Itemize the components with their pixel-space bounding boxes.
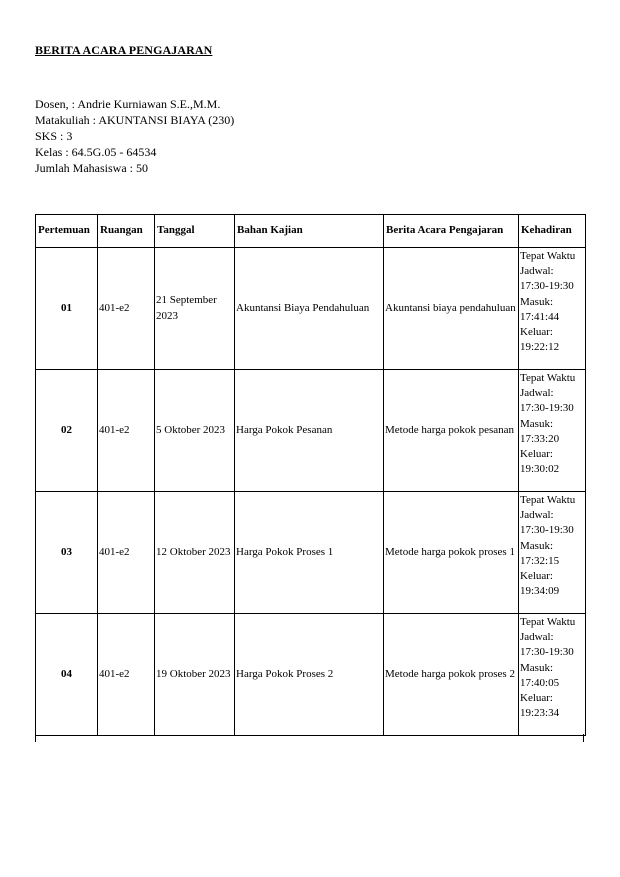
schedule-label: Jadwal:: [520, 509, 554, 522]
check-out-label: Keluar:: [520, 448, 553, 461]
table-row: [36, 614, 586, 736]
cell-kehadiran: [519, 248, 586, 370]
table-continuation-right-line: [583, 734, 584, 742]
cell-berita-acara: Metode harga pokok proses 2: [384, 614, 519, 736]
table-row: [36, 492, 586, 614]
check-out-time: 19:23:34: [520, 707, 560, 720]
check-in-label: Masuk:: [520, 295, 553, 308]
header-berita-acara: Berita Acara Pengajaran: [384, 215, 519, 248]
check-out-time: 19:22:12: [520, 341, 560, 354]
header-tanggal: Tanggal: [155, 215, 235, 248]
attendance-status: Tepat Waktu: [520, 494, 576, 506]
header-kehadiran: Kehadiran: [519, 215, 586, 248]
cell-pertemuan: 02: [36, 370, 98, 492]
check-out-label: Keluar:: [520, 326, 553, 339]
check-in-label: Masuk:: [520, 417, 553, 430]
cell-bahan-kajian: Harga Pokok Proses 1: [235, 492, 384, 614]
course-info: Matakuliah : AKUNTANSI BIAYA (230): [35, 113, 235, 127]
cell-pertemuan: 03: [36, 492, 98, 614]
check-out-label: Keluar:: [520, 570, 553, 583]
cell-berita-acara: Metode harga pokok pesanan: [384, 370, 519, 492]
table-row: [36, 248, 586, 370]
check-out-time: 19:30:02: [520, 463, 560, 476]
cell-ruangan: 401-e2: [98, 492, 155, 614]
schedule-time: 17:30-19:30: [520, 524, 574, 537]
check-out-label: Keluar:: [520, 692, 553, 705]
cell-bahan-kajian: Harga Pokok Pesanan: [235, 370, 384, 492]
cell-tanggal: 19 Oktober 2023: [155, 614, 235, 736]
class-info: Kelas : 64.5G.05 - 64534: [35, 145, 157, 159]
schedule-label: Jadwal:: [520, 387, 554, 400]
check-in-time: 17:41:44: [520, 310, 560, 323]
attendance-status: Tepat Waktu: [520, 372, 576, 384]
cell-bahan-kajian: Harga Pokok Proses 2: [235, 614, 384, 736]
check-in-label: Masuk:: [520, 661, 553, 674]
schedule-time: 17:30-19:30: [520, 402, 574, 415]
check-out-time: 19:34:09: [520, 585, 560, 598]
cell-pertemuan: 01: [36, 248, 98, 370]
schedule-time: 17:30-19:30: [520, 646, 574, 659]
table-row: [36, 370, 586, 492]
cell-kehadiran: [519, 492, 586, 614]
check-in-time: 17:40:05: [520, 676, 560, 689]
cell-kehadiran: [519, 370, 586, 492]
lecturer-info: Dosen, : Andrie Kurniawan S.E.,M.M.: [35, 97, 221, 111]
check-in-time: 17:33:20: [520, 432, 560, 445]
cell-ruangan: 401-e2: [98, 370, 155, 492]
table-header-row: [36, 215, 586, 248]
table-continuation-left-line: [35, 734, 36, 742]
schedule-label: Jadwal:: [520, 265, 554, 278]
schedule-time: 17:30-19:30: [520, 280, 574, 293]
header-ruangan: Ruangan: [98, 215, 155, 248]
student-count-info: Jumlah Mahasiswa : 50: [35, 161, 148, 175]
attendance-status: Tepat Waktu: [520, 616, 576, 628]
cell-pertemuan: 04: [36, 614, 98, 736]
cell-tanggal: 5 Oktober 2023: [155, 370, 235, 492]
check-in-label: Masuk:: [520, 539, 553, 552]
check-in-time: 17:32:15: [520, 554, 560, 567]
cell-bahan-kajian: Akuntansi Biaya Pendahuluan: [235, 248, 384, 370]
credits-info: SKS : 3: [35, 129, 73, 143]
attendance-status: Tepat Waktu: [520, 250, 576, 262]
header-pertemuan: Pertemuan: [36, 215, 98, 248]
header-bahan-kajian: Bahan Kajian: [235, 215, 384, 248]
teaching-report-table: [35, 214, 586, 736]
cell-tanggal: 21 September 2023: [155, 248, 235, 370]
cell-tanggal: 12 Oktober 2023: [155, 492, 235, 614]
cell-ruangan: 401-e2: [98, 614, 155, 736]
cell-berita-acara: Akuntansi biaya pendahuluan: [384, 248, 519, 370]
document-title: BERITA ACARA PENGAJARAN: [35, 43, 213, 57]
schedule-label: Jadwal:: [520, 631, 554, 644]
cell-kehadiran: [519, 614, 586, 736]
cell-ruangan: 401-e2: [98, 248, 155, 370]
cell-berita-acara: Metode harga pokok proses 1: [384, 492, 519, 614]
